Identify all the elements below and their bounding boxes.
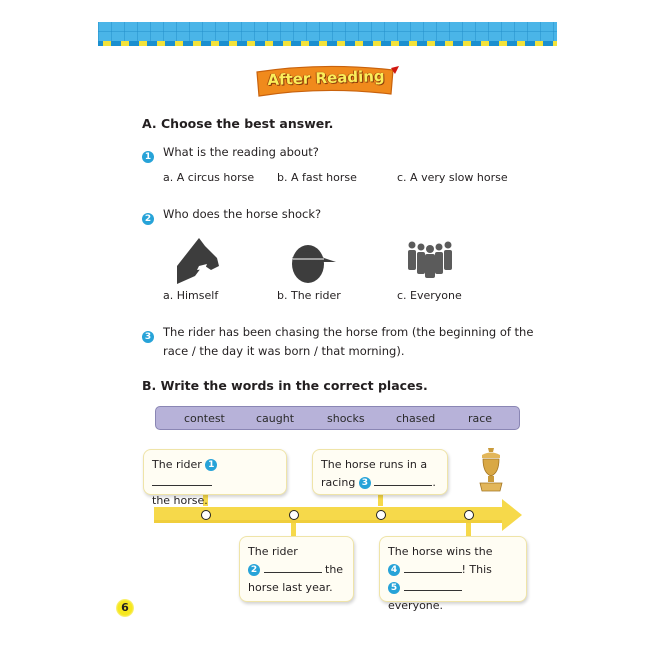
timeline-box-4 (379, 536, 527, 612)
question-1-option-a[interactable]: a. A circus horse (163, 171, 255, 184)
box-4-text-line1: The horse wins the (388, 545, 493, 558)
word-bank-item[interactable]: contest (184, 412, 225, 425)
after-reading-banner (253, 64, 399, 96)
timeline-node (201, 510, 211, 520)
word-bank-item[interactable]: race (468, 412, 493, 425)
timeline-node (289, 510, 299, 520)
question-3-number (142, 325, 154, 344)
box-2-text-line1: The rider (248, 545, 298, 558)
box-1-text-line2: the horse. (152, 494, 208, 507)
word-bank-item[interactable]: chased (396, 412, 436, 425)
answer-blank-3[interactable] (374, 475, 432, 486)
box-2-text-line3: horse last year. (248, 581, 333, 594)
timeline-box-2 (239, 536, 354, 602)
question-3-text-line1: The rider has been chasing the horse from (the beginning of the (163, 325, 534, 339)
crowd-icon (406, 240, 454, 280)
question-1-text: What is the reading about? (163, 145, 319, 159)
timeline-box-1 (143, 449, 287, 507)
number-badge: 1 (142, 151, 154, 163)
box-1-text: The rider (152, 458, 202, 471)
question-2-option-a[interactable]: a. Himself (163, 289, 219, 302)
box-5-text: everyone. (388, 599, 444, 612)
question-1-number (142, 145, 154, 164)
word-bank (155, 406, 520, 430)
question-2-number (142, 207, 154, 226)
number-badge: 5 (388, 582, 400, 594)
answer-blank-2[interactable] (264, 562, 322, 573)
answer-blank-4[interactable] (404, 562, 462, 573)
box-3-text: racing (321, 476, 356, 489)
answer-blank-5[interactable] (404, 580, 462, 591)
rider-cap-icon (290, 240, 338, 284)
box-4-text: ! This (461, 563, 492, 576)
box-3-punctuation: . (432, 476, 436, 489)
question-2-option-c[interactable]: c. Everyone (397, 289, 462, 302)
horse-head-icon (175, 236, 221, 286)
number-badge: 4 (388, 564, 400, 576)
question-2-option-b[interactable]: b. The rider (277, 289, 341, 302)
page-number: 6 (116, 599, 134, 617)
word-bank-item[interactable]: caught (256, 412, 295, 425)
answer-blank-1[interactable] (152, 475, 212, 486)
number-badge: 2 (248, 564, 260, 576)
section-b-title: B. Write the words in the correct places. (142, 378, 428, 393)
number-badge: 3 (142, 331, 154, 343)
box-2-text: the (325, 563, 344, 576)
section-a-title: A. Choose the best answer. (142, 116, 334, 131)
question-2-text: Who does the horse shock? (163, 207, 322, 221)
number-badge: 3 (359, 477, 371, 489)
question-1-option-b[interactable]: b. A fast horse (277, 171, 357, 184)
banner-title: After Reading (267, 66, 385, 90)
question-1-option-c[interactable]: c. A very slow horse (397, 171, 508, 184)
question-3-text-line2: race / the day it was born / that morning). (163, 344, 405, 358)
timeline-node (376, 510, 386, 520)
word-bank-item[interactable]: shocks (327, 412, 365, 425)
number-badge: 1 (205, 459, 217, 471)
box-3-text-line1: The horse runs in a (321, 458, 428, 471)
trophy-icon (476, 445, 506, 495)
timeline-box-3 (312, 449, 448, 495)
number-badge: 2 (142, 213, 154, 225)
top-band-stripe (98, 41, 557, 46)
timeline-node (464, 510, 474, 520)
